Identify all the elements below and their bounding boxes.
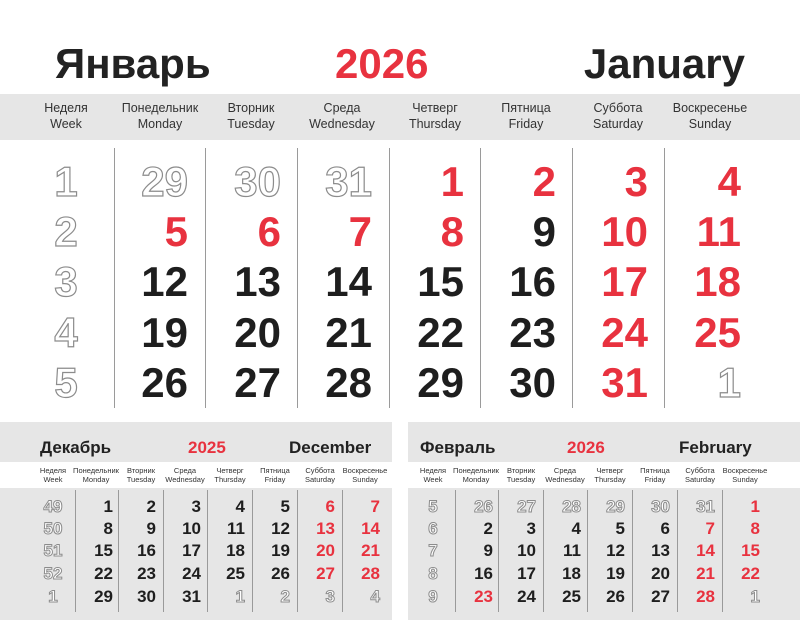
day-cell: 16 bbox=[509, 258, 556, 305]
month-title-ru: Январь bbox=[55, 40, 211, 87]
day-cell: 31 bbox=[325, 158, 372, 205]
week-number: 4 bbox=[54, 309, 78, 356]
next-weekday-header-4 bbox=[586, 466, 634, 484]
day-cell: 28 bbox=[325, 359, 372, 406]
day-cell: 28 bbox=[696, 587, 715, 606]
day-cell: 3 bbox=[191, 497, 201, 516]
day-cell: 1 bbox=[235, 587, 245, 606]
day-cell: 16 bbox=[474, 564, 493, 583]
day-cell: 4 bbox=[370, 587, 380, 606]
weekday-header-en: Tuesday bbox=[227, 117, 275, 131]
weekday-header-en: Wednesday bbox=[309, 117, 375, 131]
next-weekday-header-1 bbox=[452, 466, 500, 484]
day-cell: 26 bbox=[141, 359, 188, 406]
day-cell: 28 bbox=[562, 497, 581, 516]
weekday-header-ru: Неделя bbox=[39, 466, 67, 475]
day-cell: 21 bbox=[325, 309, 372, 356]
day-cell: 2 bbox=[532, 158, 556, 205]
day-cell: 23 bbox=[474, 587, 493, 606]
column-divider bbox=[632, 490, 633, 612]
day-cell: 2 bbox=[146, 497, 156, 516]
day-cell: 28 bbox=[361, 564, 380, 583]
weekday-header-ru: Пятница bbox=[501, 101, 551, 115]
day-cell: 11 bbox=[696, 208, 741, 255]
day-cell: 11 bbox=[563, 541, 581, 560]
next-weekday-header-0 bbox=[409, 466, 457, 484]
column-divider bbox=[207, 490, 208, 612]
day-cell: 21 bbox=[361, 541, 380, 560]
day-cell: 15 bbox=[417, 258, 464, 305]
day-cell: 1 bbox=[103, 497, 113, 516]
day-cell: 2 bbox=[280, 587, 290, 606]
column-divider bbox=[75, 490, 76, 612]
weekday-header-en: Sunday bbox=[732, 475, 758, 484]
next-weekday-header-2 bbox=[497, 466, 545, 484]
day-cell: 24 bbox=[182, 564, 201, 583]
week-number: 7 bbox=[428, 541, 438, 560]
prev-weekday-header-0 bbox=[29, 466, 77, 484]
day-cell: 29 bbox=[141, 158, 188, 205]
day-cell: 3 bbox=[526, 519, 536, 538]
week-number: 52 bbox=[43, 564, 63, 583]
day-cell: 19 bbox=[606, 564, 625, 583]
column-divider bbox=[342, 490, 343, 612]
day-cell: 6 bbox=[325, 497, 335, 516]
column-divider bbox=[455, 490, 456, 612]
day-cell: 5 bbox=[280, 497, 290, 516]
day-cell: 17 bbox=[601, 258, 648, 305]
column-divider bbox=[498, 490, 499, 612]
weekday-header-3 bbox=[296, 100, 388, 132]
month-title-en: January bbox=[583, 40, 745, 87]
day-cell: 17 bbox=[517, 564, 536, 583]
prev-weekday-header-1 bbox=[72, 466, 120, 484]
day-cell: 25 bbox=[226, 564, 245, 583]
week-number: 3 bbox=[54, 258, 78, 305]
next-month-title-ru: Февраль bbox=[420, 438, 496, 457]
weekday-header-ru: Понедельник bbox=[121, 101, 199, 115]
day-cell: 1 bbox=[717, 359, 741, 406]
next-month-title-en: February bbox=[679, 438, 752, 457]
weekday-header-ru: Суббота bbox=[593, 101, 643, 115]
weekday-header-en: Thursday bbox=[594, 475, 626, 484]
weekday-header-0 bbox=[20, 100, 112, 132]
day-cell: 20 bbox=[316, 541, 335, 560]
prev-weekday-header-3 bbox=[161, 466, 209, 484]
weekday-header-en: Sunday bbox=[688, 117, 732, 131]
day-cell: 17 bbox=[182, 541, 201, 560]
weekday-header-ru: Четверг bbox=[216, 466, 244, 475]
day-cell: 14 bbox=[325, 258, 372, 305]
day-cell: 10 bbox=[517, 541, 536, 560]
weekday-header-ru: Пятница bbox=[640, 466, 670, 475]
day-cell: 4 bbox=[235, 497, 245, 516]
weekday-header-ru: Четверг bbox=[412, 101, 458, 115]
day-cell: 30 bbox=[509, 359, 556, 406]
weekday-header-ru: Суббота bbox=[685, 466, 715, 475]
weekday-header-ru: Среда bbox=[553, 466, 577, 475]
day-cell: 4 bbox=[717, 158, 741, 205]
prev-weekday-header-5 bbox=[251, 466, 299, 484]
day-cell: 26 bbox=[474, 497, 493, 516]
prev-weekday-header-2 bbox=[117, 466, 165, 484]
day-cell: 18 bbox=[562, 564, 581, 583]
weekday-header-en: Friday bbox=[264, 475, 286, 484]
weekday-header-ru: Понедельник bbox=[73, 466, 119, 475]
week-number: 8 bbox=[428, 564, 438, 583]
day-cell: 13 bbox=[234, 258, 281, 305]
day-cell: 20 bbox=[651, 564, 670, 583]
weekday-header-7 bbox=[664, 100, 756, 132]
day-cell: 18 bbox=[694, 258, 741, 305]
weekday-header-en: Week bbox=[43, 475, 63, 484]
weekday-header-ru: Среда bbox=[323, 101, 361, 115]
day-cell: 14 bbox=[696, 541, 715, 560]
day-cell: 15 bbox=[741, 541, 760, 560]
day-cell: 31 bbox=[696, 497, 715, 516]
day-cell: 19 bbox=[271, 541, 290, 560]
weekday-header-ru: Неделя bbox=[419, 466, 447, 475]
weekday-header-ru: Понедельник bbox=[453, 466, 499, 475]
day-cell: 27 bbox=[316, 564, 335, 583]
day-cell: 9 bbox=[483, 541, 493, 560]
week-number: 1 bbox=[54, 158, 78, 205]
day-cell: 27 bbox=[651, 587, 670, 606]
column-divider bbox=[677, 490, 678, 612]
day-cell: 1 bbox=[750, 587, 760, 606]
column-divider bbox=[252, 490, 253, 612]
day-cell: 29 bbox=[417, 359, 464, 406]
day-cell: 5 bbox=[615, 519, 625, 538]
prev-weekday-header-7 bbox=[341, 466, 389, 484]
weekday-header-ru: Вторник bbox=[126, 466, 156, 475]
weekday-header-en: Monday bbox=[82, 475, 110, 484]
day-cell: 7 bbox=[348, 208, 372, 255]
day-cell: 7 bbox=[370, 497, 380, 516]
day-cell: 3 bbox=[325, 587, 335, 606]
day-cell: 9 bbox=[532, 208, 556, 255]
day-cell: 27 bbox=[517, 497, 536, 516]
day-cell: 18 bbox=[226, 541, 245, 560]
day-cell: 22 bbox=[94, 564, 113, 583]
day-cell: 23 bbox=[137, 564, 156, 583]
weekday-header-5 bbox=[480, 100, 572, 132]
next-weekday-header-6 bbox=[676, 466, 724, 484]
column-divider bbox=[163, 490, 164, 612]
week-number: 49 bbox=[43, 497, 63, 516]
week-number: 5 bbox=[54, 359, 78, 406]
day-cell: 29 bbox=[606, 497, 625, 516]
weekday-header-en: Thursday bbox=[214, 475, 246, 484]
weekday-header-en: Thursday bbox=[408, 117, 462, 131]
day-cell: 12 bbox=[141, 258, 188, 305]
day-cell: 12 bbox=[271, 519, 290, 538]
week-number: 1 bbox=[48, 587, 58, 606]
day-cell: 7 bbox=[705, 519, 715, 538]
day-cell: 24 bbox=[517, 587, 536, 606]
day-cell: 2 bbox=[483, 519, 493, 538]
prev-weekday-header-4 bbox=[206, 466, 254, 484]
day-cell: 9 bbox=[146, 519, 156, 538]
weekday-header-en: Saturday bbox=[304, 475, 336, 484]
day-cell: 25 bbox=[562, 587, 581, 606]
weekday-header-ru: Воскресенье bbox=[722, 466, 768, 475]
day-cell: 10 bbox=[182, 519, 201, 538]
weekday-header-en: Monday bbox=[137, 117, 183, 131]
prev-weekday-header-6 bbox=[296, 466, 344, 484]
week-number: 9 bbox=[428, 587, 438, 606]
column-divider bbox=[587, 490, 588, 612]
next-weekday-header-5 bbox=[631, 466, 679, 484]
weekday-header-ru: Неделя bbox=[44, 101, 88, 115]
day-cell: 13 bbox=[651, 541, 670, 560]
week-number: 51 bbox=[43, 541, 63, 560]
weekday-header-ru: Пятница bbox=[260, 466, 290, 475]
day-cell: 8 bbox=[750, 519, 760, 538]
weekday-header-ru: Воскресенье bbox=[672, 101, 748, 115]
weekday-header-en: Wednesday bbox=[165, 475, 205, 484]
weekday-header-en: Friday bbox=[508, 117, 544, 131]
day-cell: 3 bbox=[624, 158, 648, 205]
weekday-header-ru: Суббота bbox=[305, 466, 335, 475]
weekday-header-1 bbox=[114, 100, 206, 132]
day-cell: 1 bbox=[750, 497, 760, 516]
day-cell: 6 bbox=[660, 519, 670, 538]
day-cell: 31 bbox=[182, 587, 201, 606]
day-cell: 10 bbox=[601, 208, 648, 255]
prev-month-year: 2025 bbox=[188, 438, 226, 457]
weekday-header-en: Wednesday bbox=[545, 475, 585, 484]
week-number: 2 bbox=[54, 208, 78, 255]
weekday-header-ru: Среда bbox=[173, 466, 197, 475]
day-cell: 30 bbox=[137, 587, 156, 606]
day-cell: 1 bbox=[440, 158, 464, 205]
day-cell: 30 bbox=[234, 158, 281, 205]
day-cell: 30 bbox=[651, 497, 670, 516]
day-cell: 8 bbox=[103, 519, 113, 538]
next-weekday-header-3 bbox=[541, 466, 589, 484]
day-cell: 24 bbox=[601, 309, 648, 356]
weekday-header-en: Week bbox=[50, 117, 82, 131]
day-cell: 31 bbox=[601, 359, 648, 406]
day-cell: 14 bbox=[361, 519, 380, 538]
weekday-header-en: Sunday bbox=[352, 475, 378, 484]
week-number: 50 bbox=[43, 519, 63, 538]
weekday-header-ru: Вторник bbox=[506, 466, 536, 475]
prev-month-title-ru: Декабрь bbox=[40, 438, 112, 457]
day-cell: 5 bbox=[164, 208, 188, 255]
week-number: 6 bbox=[428, 519, 438, 538]
weekday-header-ru: Четверг bbox=[596, 466, 624, 475]
weekday-header-en: Friday bbox=[644, 475, 666, 484]
day-cell: 8 bbox=[440, 208, 464, 255]
weekday-header-en: Tuesday bbox=[506, 475, 536, 484]
day-cell: 22 bbox=[741, 564, 760, 583]
column-divider bbox=[543, 490, 544, 612]
day-cell: 23 bbox=[509, 309, 556, 356]
weekday-header-6 bbox=[572, 100, 664, 132]
weekday-header-en: Saturday bbox=[592, 117, 644, 131]
day-cell: 20 bbox=[234, 309, 281, 356]
next-weekday-header-7 bbox=[721, 466, 769, 484]
weekday-header-en: Saturday bbox=[684, 475, 716, 484]
day-cell: 27 bbox=[234, 359, 281, 406]
day-cell: 6 bbox=[257, 208, 281, 255]
weekday-header-en: Monday bbox=[462, 475, 490, 484]
column-divider bbox=[297, 490, 298, 612]
day-cell: 22 bbox=[417, 309, 464, 356]
weekday-header-ru: Вторник bbox=[227, 101, 275, 115]
day-cell: 12 bbox=[606, 541, 625, 560]
year-title: 2026 bbox=[335, 40, 429, 87]
weekday-header-4 bbox=[389, 100, 481, 132]
column-divider bbox=[118, 490, 119, 612]
day-cell: 21 bbox=[696, 564, 715, 583]
day-cell: 11 bbox=[227, 519, 245, 538]
weekday-header-en: Tuesday bbox=[126, 475, 156, 484]
day-cell: 26 bbox=[271, 564, 290, 583]
week-number: 5 bbox=[428, 497, 438, 516]
next-month-year: 2026 bbox=[567, 438, 605, 457]
day-cell: 4 bbox=[571, 519, 581, 538]
day-cell: 16 bbox=[137, 541, 156, 560]
column-divider bbox=[722, 490, 723, 612]
weekday-header-2 bbox=[205, 100, 297, 132]
day-cell: 13 bbox=[316, 519, 335, 538]
day-cell: 19 bbox=[141, 309, 188, 356]
day-cell: 29 bbox=[94, 587, 113, 606]
weekday-header-en: Week bbox=[423, 475, 443, 484]
prev-month-title-en: December bbox=[289, 438, 372, 457]
day-cell: 26 bbox=[606, 587, 625, 606]
weekday-header-ru: Воскресенье bbox=[342, 466, 388, 475]
day-cell: 15 bbox=[94, 541, 113, 560]
day-cell: 25 bbox=[694, 309, 741, 356]
